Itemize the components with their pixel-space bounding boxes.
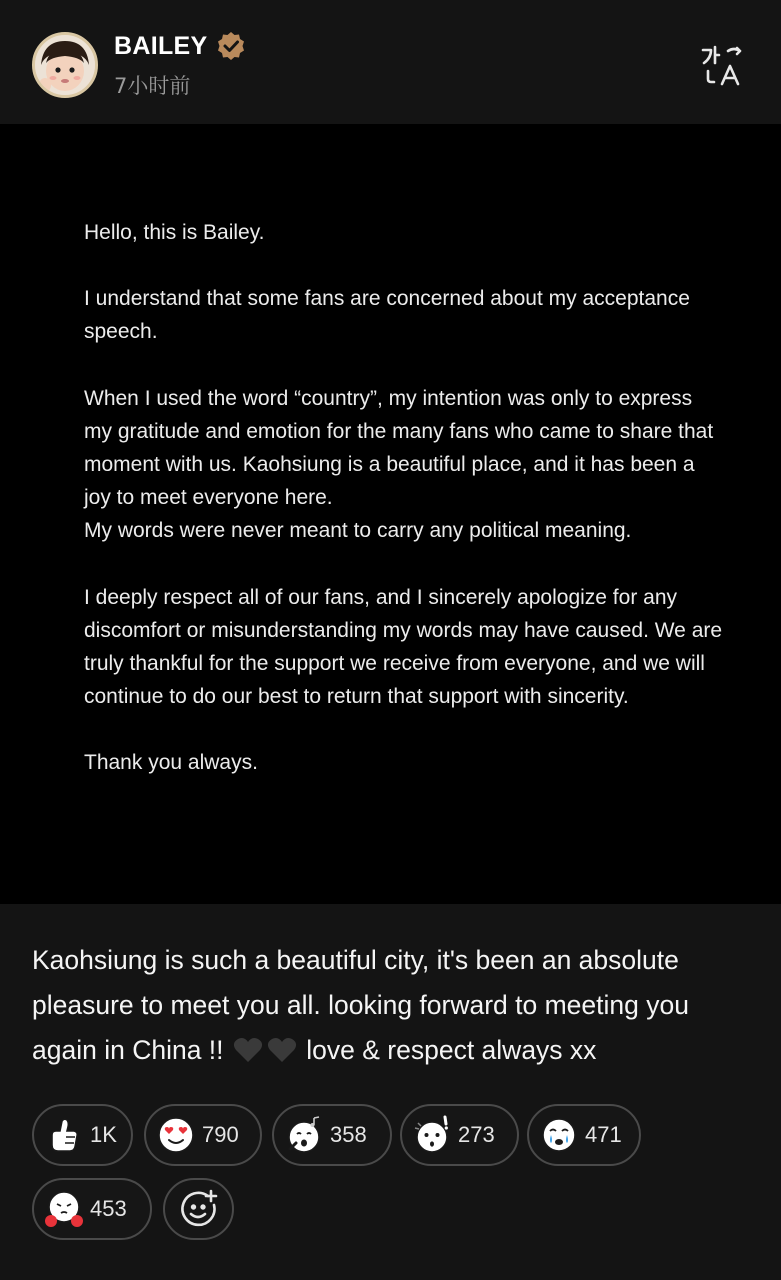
blushing-icon xyxy=(44,1189,84,1229)
surprised-icon xyxy=(412,1115,452,1155)
black-heart-icon xyxy=(267,1037,297,1063)
letter-paragraph-3: I deeply respect all of our fans, and I sincerely apologize for any discomfort or misunderstanding my words may have caused. We are truly thankful for the support we receive from everyone, and we will continue to do our best to return that support with sincerity. xyxy=(84,585,723,709)
reaction-count: 273 xyxy=(458,1122,495,1147)
letter-paragraph-2b: My words were never meant to carry any political meaning. xyxy=(84,519,632,543)
letter-image[interactable] xyxy=(0,124,781,904)
verified-badge-icon xyxy=(216,31,246,61)
reaction-blushing[interactable] xyxy=(32,1178,152,1240)
heart-eyes-icon xyxy=(156,1115,196,1155)
post-caption xyxy=(32,938,732,1073)
reaction-thumbs-up[interactable] xyxy=(32,1104,133,1166)
reaction-surprised[interactable] xyxy=(400,1104,519,1166)
caption-text: Kaohsiung is such a beautiful city, it's been an absolute pleasure to meet you all. looking forward to meeting you again in China !! xyxy=(32,945,689,1065)
thumbs-up-icon xyxy=(44,1115,84,1155)
letter-text xyxy=(84,216,724,813)
avatar[interactable] xyxy=(32,32,98,98)
reaction-singing[interactable] xyxy=(272,1104,392,1166)
author-name[interactable]: BAILEY xyxy=(114,32,208,60)
post-time: 7小时前 xyxy=(114,74,191,98)
add-reaction-button[interactable] xyxy=(163,1178,234,1240)
black-heart-icon xyxy=(233,1037,263,1063)
letter-paragraph-1: I understand that some fans are concerned about my acceptance speech. xyxy=(84,287,690,344)
reaction-count: 471 xyxy=(585,1122,622,1147)
post-header xyxy=(0,0,781,124)
reaction-crying[interactable] xyxy=(527,1104,641,1166)
translate-icon[interactable] xyxy=(700,44,746,86)
reaction-count: 790 xyxy=(202,1122,239,1147)
avatar-image xyxy=(35,35,95,95)
reaction-count: 453 xyxy=(90,1196,127,1221)
letter-greeting: Hello, this is Bailey. xyxy=(84,221,265,244)
add-emoji-icon xyxy=(178,1188,220,1230)
caption-text-end: love & respect always xx xyxy=(306,1035,597,1065)
crying-icon xyxy=(539,1115,579,1155)
letter-closing: Thank you always. xyxy=(84,751,258,775)
reaction-heart-eyes[interactable] xyxy=(144,1104,262,1166)
reaction-count: 358 xyxy=(330,1122,367,1147)
singing-icon xyxy=(284,1115,324,1155)
letter-paragraph-2: When I used the word “country”, my intention was only to express my gratitude and emotion for the many fans who came to share that moment with us. Kaohsiung is a beautiful place, and it has been a joy to meet everyone here. xyxy=(84,386,714,510)
reaction-count: 1K xyxy=(90,1122,117,1147)
